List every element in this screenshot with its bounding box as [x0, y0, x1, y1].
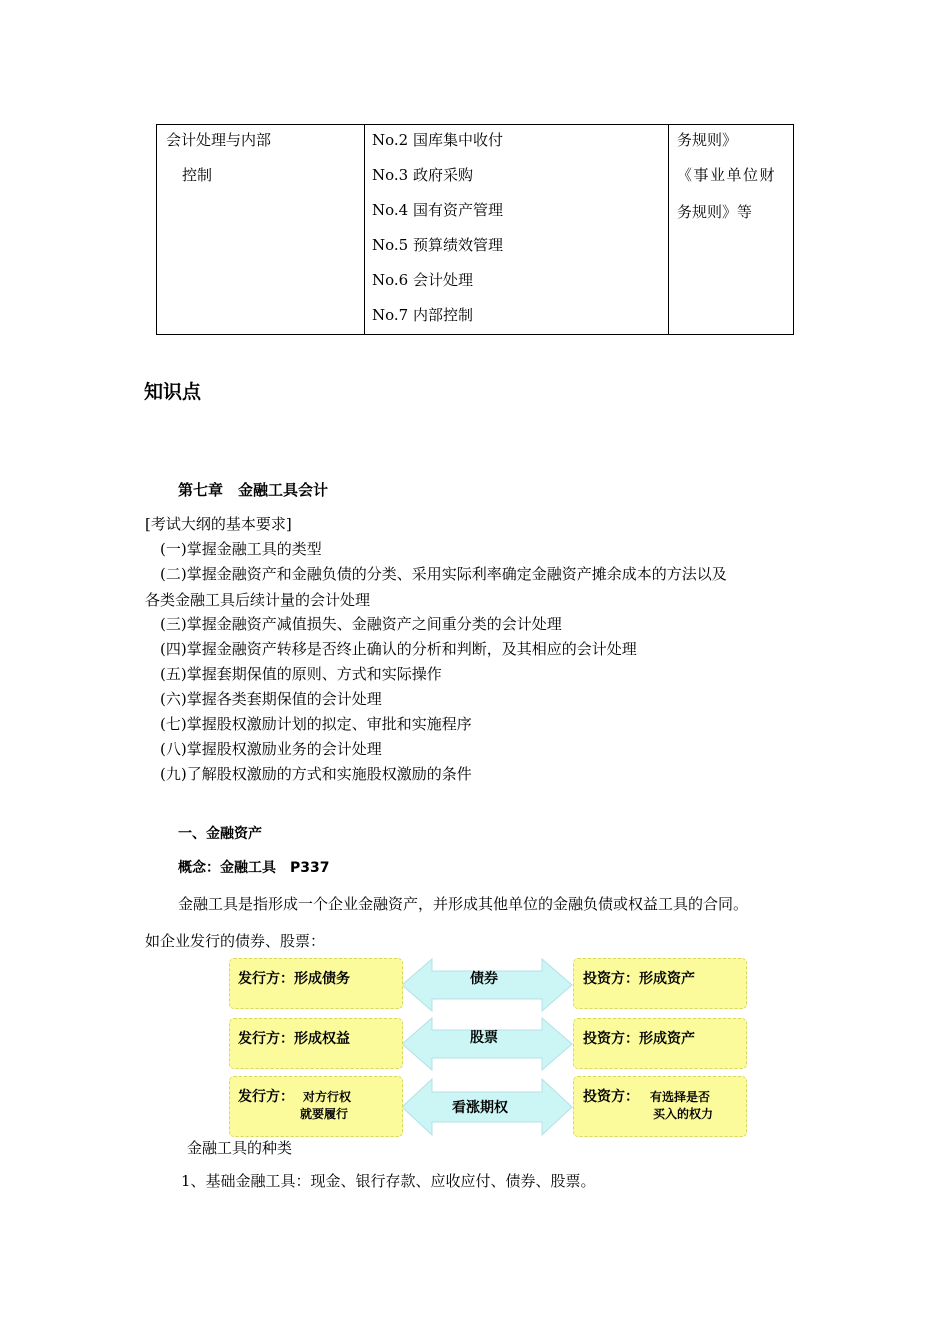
diagram-center-label: 看涨期权 [452, 1100, 508, 1116]
investor-box [573, 1076, 747, 1137]
issuer-box [229, 958, 403, 1009]
table-cell-text: No.2 国库集中收付 [372, 131, 503, 149]
issuer-box [229, 1018, 403, 1069]
investor-box [573, 1018, 747, 1069]
table-cell-text: No.6 会计处理 [372, 271, 473, 289]
table-col-3 [668, 125, 793, 334]
exam-item: (九)了解股权激励的方式和实施股权激励的条件 [160, 765, 472, 783]
diagram-center-label: 债券 [470, 971, 498, 987]
investor-box [573, 958, 747, 1009]
issuer-sublabel: 就要履行 [300, 1107, 349, 1121]
table-cell-text: No.4 国有资产管理 [372, 201, 503, 219]
table-col-1 [157, 125, 365, 334]
issuer-label: 发行方：形成债务 [238, 971, 350, 987]
chapter-title: 第七章 金融工具会计 [178, 481, 329, 499]
exam-requirements-title: [考试大纲的基本要求] [145, 515, 292, 533]
definition-text: 如企业发行的债券、股票： [145, 932, 326, 950]
investor-sublabel: 有选择是否 [650, 1090, 711, 1104]
investor-label: 投资方： [583, 1089, 639, 1105]
issuer-box [229, 1076, 403, 1137]
table-cell-text: No.3 政府采购 [372, 166, 473, 184]
investor-label: 投资方：形成资产 [583, 1031, 695, 1047]
issuer-label: 发行方： [238, 1089, 294, 1105]
table-cell-text: 会计处理与内部 [166, 131, 272, 149]
exam-item: (三)掌握金融资产减值损失、金融资产之间重分类的会计处理 [160, 615, 562, 633]
rules-table [156, 124, 794, 335]
table-cell-text: 控制 [182, 166, 213, 184]
table-col-2 [364, 125, 669, 334]
issuer-label: 发行方：形成权益 [238, 1031, 350, 1047]
investor-sublabel: 买入的权力 [653, 1107, 714, 1121]
exam-item: (一)掌握金融工具的类型 [160, 540, 322, 558]
definition-text: 金融工具是指形成一个企业金融资产，并形成其他单位的金融负债或权益工具的合同。 [178, 895, 749, 913]
table-cell-text: No.5 预算绩效管理 [372, 236, 503, 254]
types-title: 金融工具的种类 [187, 1139, 293, 1157]
table-cell-text: No.7 内部控制 [372, 306, 473, 324]
table-cell-text: 务规则》 [677, 131, 738, 149]
table-cell-text: 务规则》等 [677, 203, 753, 221]
issuer-sublabel: 对方行权 [303, 1090, 352, 1104]
exam-item: (四)掌握金融资产转移是否终止确认的分析和判断，及其相应的会计处理 [160, 640, 637, 658]
diagram-center-label: 股票 [470, 1030, 498, 1046]
exam-item: (七)掌握股权激励计划的拟定、审批和实施程序 [160, 715, 472, 733]
exam-item: (二)掌握金融资产和金融负债的分类、采用实际利率确定金融资产摊余成本的方法以及 [160, 565, 727, 583]
exam-item: (六)掌握各类套期保值的会计处理 [160, 690, 382, 708]
section-title: 一、金融资产 [178, 826, 262, 842]
investor-label: 投资方：形成资产 [583, 971, 695, 987]
exam-item: 各类金融工具后续计量的会计处理 [145, 591, 371, 609]
exam-item: (五)掌握套期保值的原则、方式和实际操作 [160, 665, 442, 683]
section-heading: 知识点 [144, 381, 202, 403]
exam-item: (八)掌握股权激励业务的会计处理 [160, 740, 382, 758]
types-item: 1、基础金融工具：现金、银行存款、应收应付、债券、股票。 [181, 1172, 596, 1190]
table-cell-text: 《事业单位财 [677, 166, 777, 184]
concept-line: 概念：金融工具 P337 [178, 860, 330, 876]
